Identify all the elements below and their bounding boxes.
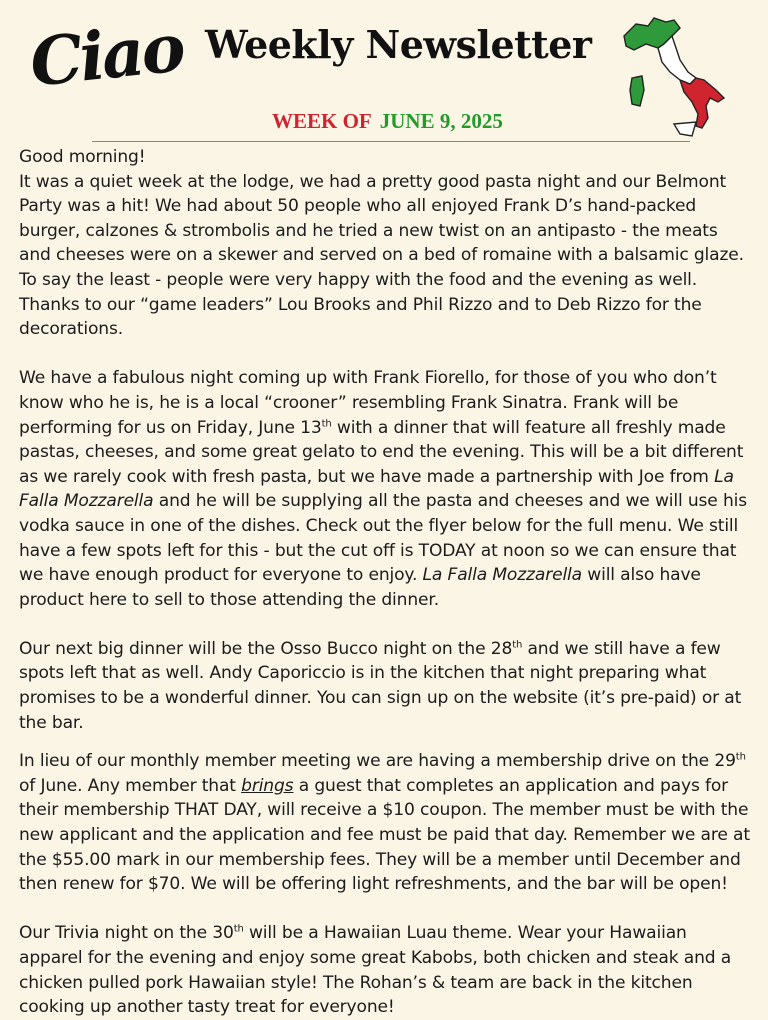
emphasis-brings: brings <box>241 775 294 796</box>
paragraph-membership-drive: In lieu of our monthly member meeting we are having a membership drive on the 29th of June. Any member that brings a guest that completes an application and pays for their membership THAT DAY, will receive a $10 coupon. The member must be with the new applicant and the application and fee must be paid that day. Remember we are at the $55.00 mark in our membership fees. They will be a member until December and then renew for $70. We will be offering light refreshments, and the bar will be open! <box>19 751 750 895</box>
newsletter-title: Weekly Newsletter <box>205 22 592 67</box>
newsletter-header <box>0 0 768 145</box>
paragraph-osso-bucco: Our next big dinner will be the Osso Bucco night on the 28th and we still have a few spots left that as well. Andy Caporiccio is in the kitchen that night preparing what promises to be a wonderful dinner. You can sign up on the website (it’s pre-paid) or at the bar. <box>19 638 742 733</box>
brand-la-falla: La Falla Mozzarella <box>19 466 734 512</box>
paragraph-frank-fiorello: We have a fabulous night coming up with Frank Fiorello, for those of you who don’t know who he is, he is a local “crooner” resembling Frank Sinatra. Frank will be performing for us on Friday, June 13th with a dinner that will feature all freshly made pastas, cheeses, and some great gelato to end the evening. This will be a bit different as we rarely cook with fresh pasta, but we have made a partnership with Joe from La Falla Mozzarella and he will be supplying all the pasta and cheeses and we will use his vodka sauce in one of the dishes. Check out the flyer below for the full menu. We still have a few spots left for this - but the cut off is TODAY at noon so we can ensure that we have enough product for everyone to enjoy. La Falla Mozzarella will also have product here to sell to those attending the dinner. <box>19 368 747 610</box>
week-date: JUNE 9, 2025 <box>379 109 503 133</box>
brand-la-falla-2: La Falla Mozzarella <box>422 565 582 586</box>
greeting: Good morning! <box>19 147 146 167</box>
paragraph-trivia-night: Our Trivia night on the 30th will be a Hawaiian Luau theme. Wear your Hawaiian apparel for the evening and enjoy some great Kabobs, both chicken and steak and a chicken pulled pork Hawaiian style! The Rohan’s & team are back in the kitchen cooking up another tasty treat for everyone! <box>19 923 732 1018</box>
ciao-logo: Ciao <box>26 8 187 102</box>
header-divider <box>92 141 690 142</box>
newsletter-body <box>19 145 754 1020</box>
week-label: WEEK OF <box>272 109 372 133</box>
week-of-line <box>272 111 503 132</box>
paragraph-lodge-week: It was a quiet week at the lodge, we had a pretty good pasta night and our Belmont Party was a hit! We had about 50 people who all enjoyed Frank D’s hand-packed burger, calzones & strombolis and he tried a new twist on an antipasto - the meats and cheeses were on a skewer and served on a bed of romaine with a balsamic glaze. To say the least - people were very happy with the food and the evening as well. Thanks to our “game leaders” Lou Brooks and Phil Rizzo and to Deb Rizzo for the decorations. <box>19 171 744 340</box>
italy-map-icon <box>618 14 728 139</box>
